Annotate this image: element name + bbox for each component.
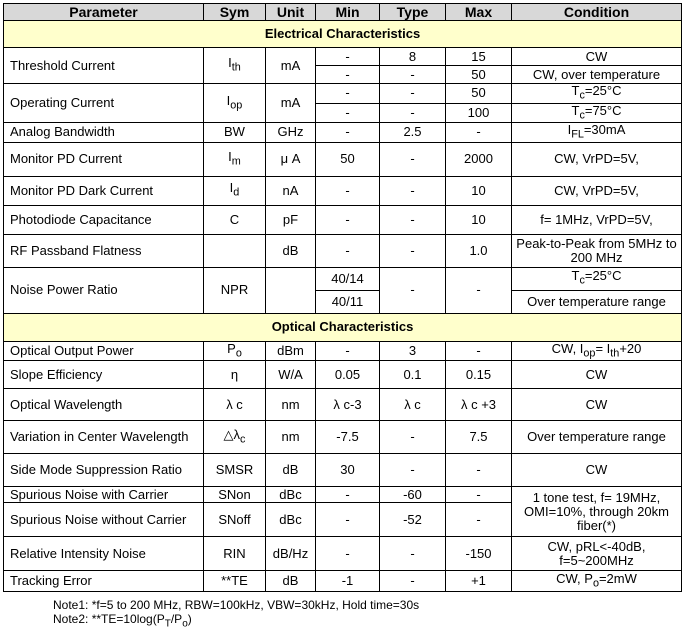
header-max: Max	[446, 4, 512, 21]
param-cell: Spurious Noise with Carrier	[4, 487, 204, 503]
sym-cell: $\triangle\lambda_c$	[204, 421, 266, 454]
table-row	[4, 142, 682, 176]
max-cell: -	[446, 123, 512, 143]
condition-cell: CW, pRL<-40dB, f=5~200MHz	[512, 537, 682, 571]
header-min: Min	[316, 4, 380, 21]
sym-cell: η	[204, 361, 266, 389]
type-cell: -	[380, 421, 446, 454]
type-cell: -	[380, 84, 446, 104]
sym-cell: C	[204, 205, 266, 234]
max-cell: 10	[446, 176, 512, 205]
condition-cell: CW	[512, 361, 682, 389]
param-cell: Spurious Noise without Carrier	[4, 503, 204, 537]
max-cell: -	[446, 454, 512, 487]
type-cell: -	[380, 234, 446, 267]
electrical-section-title: Electrical Characteristics	[4, 21, 682, 48]
param-cell: Analog Bandwidth	[4, 123, 204, 143]
min-cell: -	[316, 537, 380, 571]
max-cell: 100	[446, 103, 512, 123]
min-cell: 0.05	[316, 361, 380, 389]
sym-cell: $P_o$	[204, 341, 266, 361]
min-cell: -	[316, 103, 380, 123]
unit-cell	[266, 267, 316, 313]
param-cell: Optical Wavelength	[4, 389, 204, 421]
unit-cell: nm	[266, 421, 316, 454]
min-cell: 40/11	[316, 290, 380, 313]
min-cell: -	[316, 503, 380, 537]
table-row	[4, 421, 682, 454]
max-cell: 7.5	[446, 421, 512, 454]
max-cell: 1.0	[446, 234, 512, 267]
type-cell: 3	[380, 341, 446, 361]
header-row	[4, 4, 682, 21]
condition-cell: CW, $P_o=2mW$	[512, 571, 682, 592]
note-2: Note2: $**TE=10\log(P_T/P_o)$	[53, 612, 192, 630]
condition-cell: $T_c=75^\circ C$	[512, 103, 682, 123]
unit-cell: GHz	[266, 123, 316, 143]
condition-cell: Over temperature range	[512, 290, 682, 313]
type-cell: λ c	[380, 389, 446, 421]
unit-cell: mA	[266, 84, 316, 123]
type-cell: -	[380, 142, 446, 176]
table-row	[4, 389, 682, 421]
condition-cell: $I_{FL}=30mA$	[512, 123, 682, 143]
min-cell: -	[316, 341, 380, 361]
max-cell: 50	[446, 66, 512, 84]
unit-cell: pF	[266, 205, 316, 234]
min-cell: λ c-3	[316, 389, 380, 421]
sym-cell: NPR	[204, 267, 266, 313]
max-cell: 15	[446, 48, 512, 66]
unit-cell: mA	[266, 48, 316, 84]
param-cell: Photodiode Capacitance	[4, 205, 204, 234]
param-cell: Tracking Error	[4, 571, 204, 592]
type-cell: -	[380, 176, 446, 205]
condition-cell: CW, VrPD=5V,	[512, 176, 682, 205]
type-cell: -60	[380, 487, 446, 503]
param-cell: Monitor PD Current	[4, 142, 204, 176]
notes	[53, 598, 419, 631]
table-row	[4, 48, 682, 66]
max-cell: +1	[446, 571, 512, 592]
param-cell: Slope Efficiency	[4, 361, 204, 389]
min-cell: -	[316, 234, 380, 267]
condition-cell: CW, VrPD=5V,	[512, 142, 682, 176]
section-row	[4, 21, 682, 48]
condition-cell: CW	[512, 454, 682, 487]
sym-cell: $I_{op}$	[204, 84, 266, 123]
param-cell: Relative Intensity Noise	[4, 537, 204, 571]
table-row	[4, 537, 682, 571]
type-cell: -	[380, 66, 446, 84]
max-cell: 0.15	[446, 361, 512, 389]
sym-cell: $I_d$	[204, 176, 266, 205]
param-cell: Operating Current	[4, 84, 204, 123]
header-parameter: Parameter	[4, 4, 204, 21]
unit-cell: dBc	[266, 487, 316, 503]
max-cell: λ c +3	[446, 389, 512, 421]
spec-table	[3, 3, 682, 592]
unit-cell: dB	[266, 571, 316, 592]
sym-cell: SNon	[204, 487, 266, 503]
sym-cell: $I_m$	[204, 142, 266, 176]
min-cell: -	[316, 66, 380, 84]
condition-cell: CW	[512, 389, 682, 421]
max-cell: -	[446, 503, 512, 537]
min-cell: -	[316, 84, 380, 104]
table-row	[4, 267, 682, 290]
unit-cell: dBc	[266, 503, 316, 537]
unit-cell: dBm	[266, 341, 316, 361]
min-cell: -	[316, 487, 380, 503]
min-cell: -	[316, 205, 380, 234]
min-cell: 40/14	[316, 267, 380, 290]
table-row	[4, 84, 682, 104]
max-cell: 50	[446, 84, 512, 104]
condition-cell: Peak-to-Peak from 5MHz to 200 MHz	[512, 234, 682, 267]
sym-cell: **TE	[204, 571, 266, 592]
type-cell: -	[380, 103, 446, 123]
max-cell: -	[446, 341, 512, 361]
condition-cell: 1 tone test, f= 19MHz, OMI=10%, through 20km fiber(*)	[512, 487, 682, 537]
unit-cell: μ A	[266, 142, 316, 176]
header-type: Type	[380, 4, 446, 21]
type-cell: 8	[380, 48, 446, 66]
type-cell: -	[380, 571, 446, 592]
param-cell: Noise Power Ratio	[4, 267, 204, 313]
max-cell: -	[446, 267, 512, 313]
sym-cell: RIN	[204, 537, 266, 571]
type-cell: 0.1	[380, 361, 446, 389]
min-cell: 30	[316, 454, 380, 487]
table-row	[4, 361, 682, 389]
sym-cell: $I_{th}$	[204, 48, 266, 84]
type-cell: -	[380, 267, 446, 313]
type-cell: -	[380, 537, 446, 571]
sym-cell	[204, 234, 266, 267]
table-row	[4, 234, 682, 267]
min-cell: 50	[316, 142, 380, 176]
table-row	[4, 487, 682, 503]
min-cell: -	[316, 48, 380, 66]
table-row	[4, 176, 682, 205]
table-row	[4, 454, 682, 487]
sym-cell: SNoff	[204, 503, 266, 537]
optical-section-title: Optical Characteristics	[4, 313, 682, 341]
max-cell: 10	[446, 205, 512, 234]
header-condition: Condition	[512, 4, 682, 21]
min-cell: -7.5	[316, 421, 380, 454]
header-sym: Sym	[204, 4, 266, 21]
section-row	[4, 313, 682, 341]
type-cell: 2.5	[380, 123, 446, 143]
min-cell: -1	[316, 571, 380, 592]
table-row	[4, 571, 682, 592]
unit-cell: dB	[266, 454, 316, 487]
table-row	[4, 205, 682, 234]
min-cell: -	[316, 176, 380, 205]
table-row	[4, 341, 682, 361]
unit-cell: W/A	[266, 361, 316, 389]
header-unit: Unit	[266, 4, 316, 21]
param-cell: RF Passband Flatness	[4, 234, 204, 267]
type-cell: -	[380, 205, 446, 234]
param-cell: Monitor PD Dark Current	[4, 176, 204, 205]
unit-cell: dB	[266, 234, 316, 267]
param-cell: Threshold Current	[4, 48, 204, 84]
param-cell: Optical Output Power	[4, 341, 204, 361]
condition-cell: Over temperature range	[512, 421, 682, 454]
type-cell: -52	[380, 503, 446, 537]
note-1: Note1: *f=5 to 200 MHz, RBW=100kHz, VBW=30kHz, Hold time=30s	[53, 598, 420, 612]
condition-cell: CW, $I_{op}= I_{th}+20$	[512, 341, 682, 361]
condition-cell: CW	[512, 48, 682, 66]
param-cell: Side Mode Suppression Ratio	[4, 454, 204, 487]
table-row	[4, 123, 682, 143]
condition-cell: $T_c=25^\circ C$	[512, 84, 682, 104]
condition-cell: f= 1MHz, VrPD=5V,	[512, 205, 682, 234]
unit-cell: nm	[266, 389, 316, 421]
unit-cell: dB/Hz	[266, 537, 316, 571]
condition-cell: $T_c=25^\circ C$	[512, 267, 682, 290]
type-cell: -	[380, 454, 446, 487]
param-cell: Variation in Center Wavelength	[4, 421, 204, 454]
condition-cell: CW, over temperature	[512, 66, 682, 84]
max-cell: -150	[446, 537, 512, 571]
sym-cell: BW	[204, 123, 266, 143]
max-cell: 2000	[446, 142, 512, 176]
min-cell: -	[316, 123, 380, 143]
sym-cell: SMSR	[204, 454, 266, 487]
max-cell: -	[446, 487, 512, 503]
sym-cell: λ c	[204, 389, 266, 421]
unit-cell: nA	[266, 176, 316, 205]
